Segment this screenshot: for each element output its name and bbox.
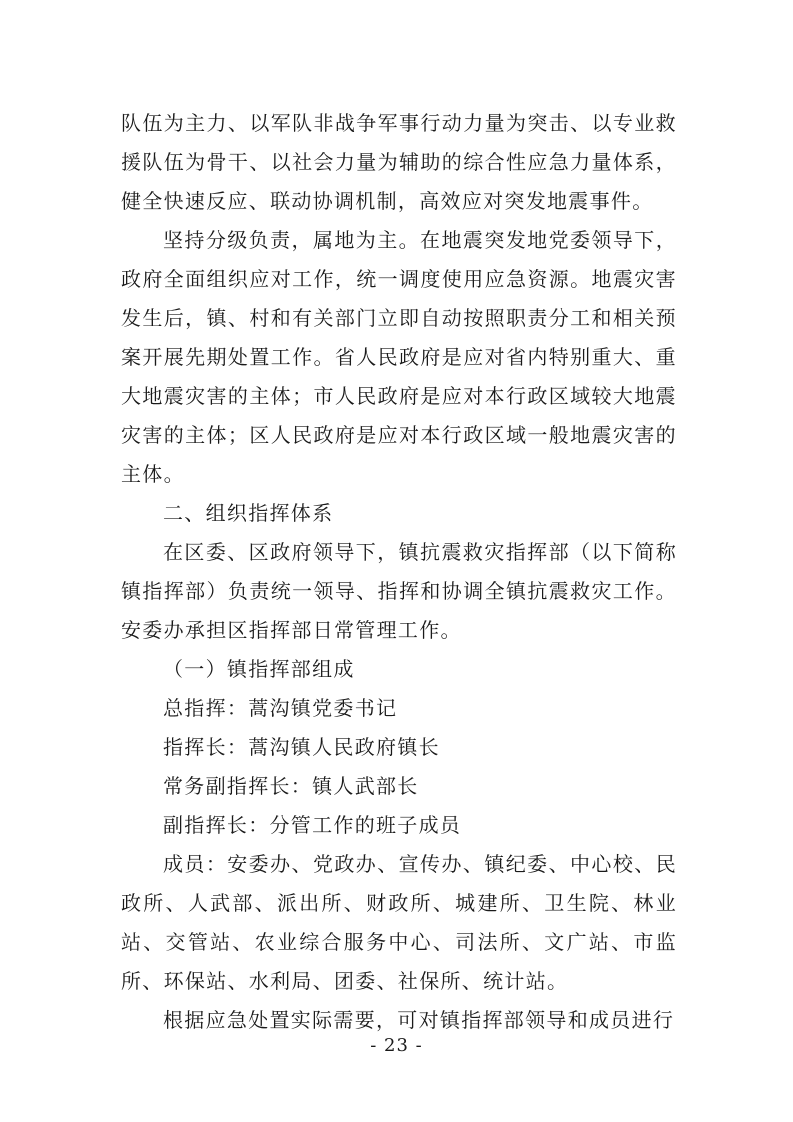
executive-deputy-line: 常务副指挥长：镇人武部长 <box>163 774 419 798</box>
commander-line: 总指挥：蒿沟镇党委书记 <box>163 696 398 720</box>
section-heading: 二、组织指挥体系 <box>163 501 334 525</box>
paragraph-1: 队伍为主力、以军队非战争军事行动力量为突击、以专业救援队伍为骨干、以社会力量为辅助的综合性应急力量体系，健全快速反应、联动协调机制，高效应对突发地震事件。 <box>121 111 677 213</box>
paragraph-last: 根据应急处置实际需要，可对镇指挥部领导和成员进行 <box>163 1008 675 1032</box>
page-number: - 23 - <box>370 1035 423 1056</box>
chief-commander-line: 指挥长：蒿沟镇人民政府镇长 <box>163 735 440 759</box>
paragraph-3: 在区委、区政府领导下，镇抗震救灾指挥部（以下简称镇指挥部）负责统一领导、指挥和协调全镇抗震救灾工作。安委办承担区指挥部日常管理工作。 <box>121 540 677 642</box>
body-text <box>121 104 677 1040</box>
subsection-heading: （一）镇指挥部组成 <box>163 657 355 681</box>
paragraph-2: 坚持分级负责，属地为主。在地震突发地党委领导下，政府全面组织应对工作，统一调度使用应急资源。地震灾害发生后，镇、村和有关部门立即自动按照职责分工和相关预案开展先期处置工作。省人民政府是应对省内特别重大、重大地震灾害的主体；市人民政府是应对本行政区域较大地震灾害的主体；区人民政府是应对本行政区域一般地震灾害的主体。 <box>121 228 677 486</box>
deputy-commander-line: 副指挥长：分管工作的班子成员 <box>163 813 462 837</box>
members-paragraph: 成员：安委办、党政办、宣传办、镇纪委、中心校、民政所、人武部、派出所、财政所、城建所、卫生院、林业站、交管站、农业综合服务中心、司法所、文广站、市监所、环保站、水利局、团委、社保所、统计站。 <box>121 852 677 993</box>
